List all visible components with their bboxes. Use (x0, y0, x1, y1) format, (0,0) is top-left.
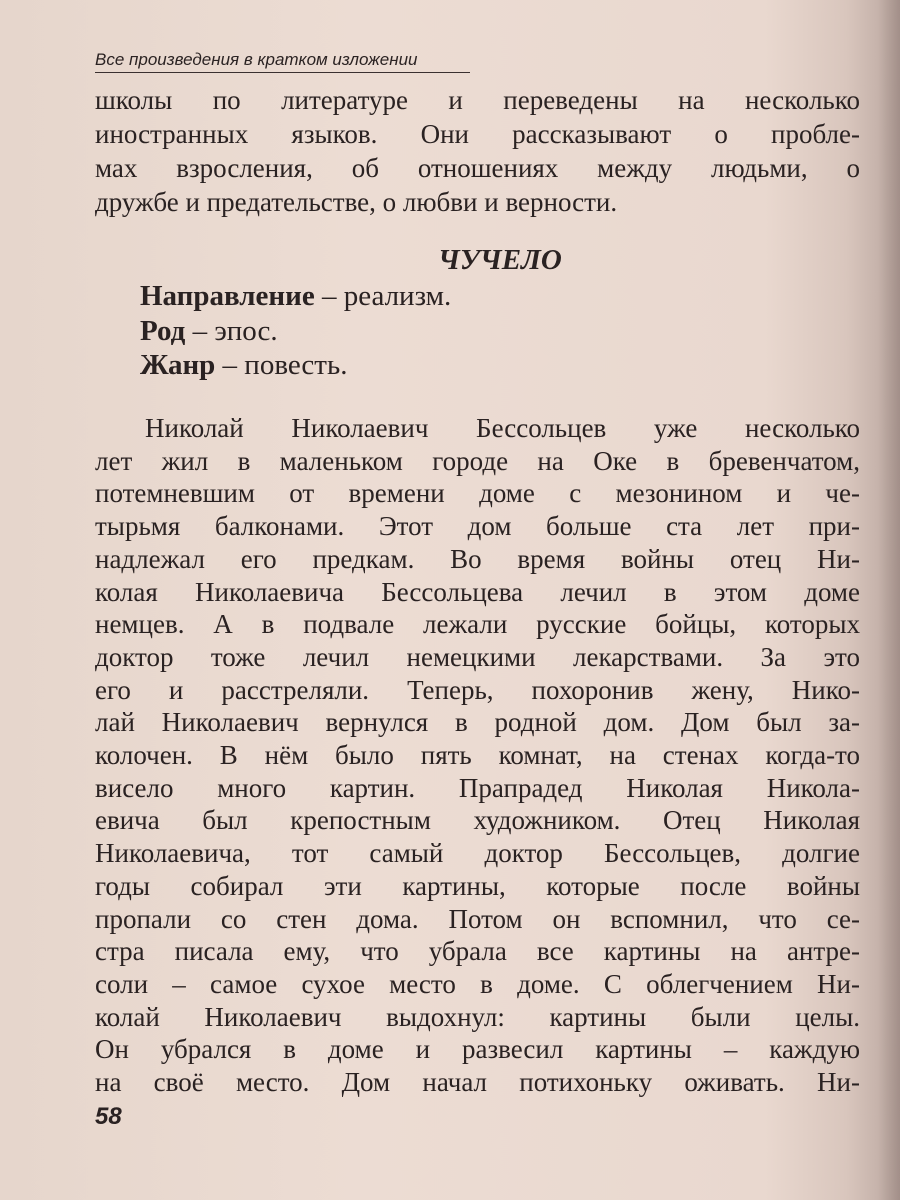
text-line: надлежал его предкам. Во время войны отец Ни- (95, 543, 860, 574)
text-line: на своё место. Дом начал потихоньку оживать. Ни- (95, 1067, 860, 1097)
text-line: иностранных языков. Они рассказывают о пробле- (95, 119, 860, 149)
text-line: лет жил в маленьком городе на Оке в бревенчатом, (95, 445, 860, 476)
meta-direction (140, 280, 451, 313)
text-line: его и расстреляли. Теперь, похоронив жену, Нико- (95, 674, 860, 705)
text-line: висело много картин. Прапрадед Николая Никола- (95, 772, 860, 803)
text-line: лай Николаевич вернулся в родной дом. Дом был за- (95, 707, 860, 738)
text-line: евича был крепостным художником. Отец Николая (95, 805, 860, 836)
text-line: мах взросления, об отношениях между людьми, о (95, 153, 860, 183)
text-line: колая Николаевича Бессольцева лечил в этом доме (95, 576, 860, 607)
text-line: школы по литературе и переведены на несколько (95, 85, 860, 115)
text-line: дружбе и предательстве, о любви и верности. (95, 187, 618, 217)
text-line: Он убрался в доме и развесил картины – каждую (95, 1034, 860, 1065)
meta-label: Направление (140, 280, 315, 312)
text-line: тырьмя балконами. Этот дом больше ста лет при- (95, 511, 860, 542)
meta-genre (140, 349, 347, 382)
text-line: потемневшим от времени доме с мезонином и че- (95, 478, 860, 509)
meta-label: Род (140, 315, 186, 347)
meta-kind (140, 315, 278, 348)
text-line: доктор тоже лечил немецкими лекарствами. За это (95, 641, 860, 672)
text-line: немцев. А в подвале лежали русские бойцы, которых (95, 609, 860, 640)
page-number: 58 (95, 1103, 122, 1130)
meta-value: – повесть. (215, 349, 348, 381)
meta-value: – эпос. (185, 315, 278, 347)
section-title: ЧУЧЕЛО (438, 244, 562, 276)
running-header: Все произведения в кратком изложении (95, 50, 470, 73)
binding-shadow (878, 0, 900, 1200)
text-line: пропали со стен дома. Потом он вспомнил, что се- (95, 903, 860, 934)
text-line: Николай Николаевич Бессольцев уже несколько (145, 413, 860, 443)
meta-label: Жанр (140, 349, 216, 381)
text-line: соли – самое сухое место в доме. С облегчением Ни- (95, 968, 860, 999)
text-line: колай Николаевич выдохнул: картины были целы. (95, 1001, 860, 1032)
text-line: колочен. В нём было пять комнат, на стенах когда-то (95, 740, 860, 770)
text-line: годы собирал эти картины, которые после войны (95, 870, 860, 901)
meta-value: – реализм. (314, 280, 452, 312)
text-line: Николаевича, тот самый доктор Бессольцев, долгие (95, 838, 860, 869)
text-line: стра писала ему, что убрала все картины на антре- (95, 936, 860, 967)
